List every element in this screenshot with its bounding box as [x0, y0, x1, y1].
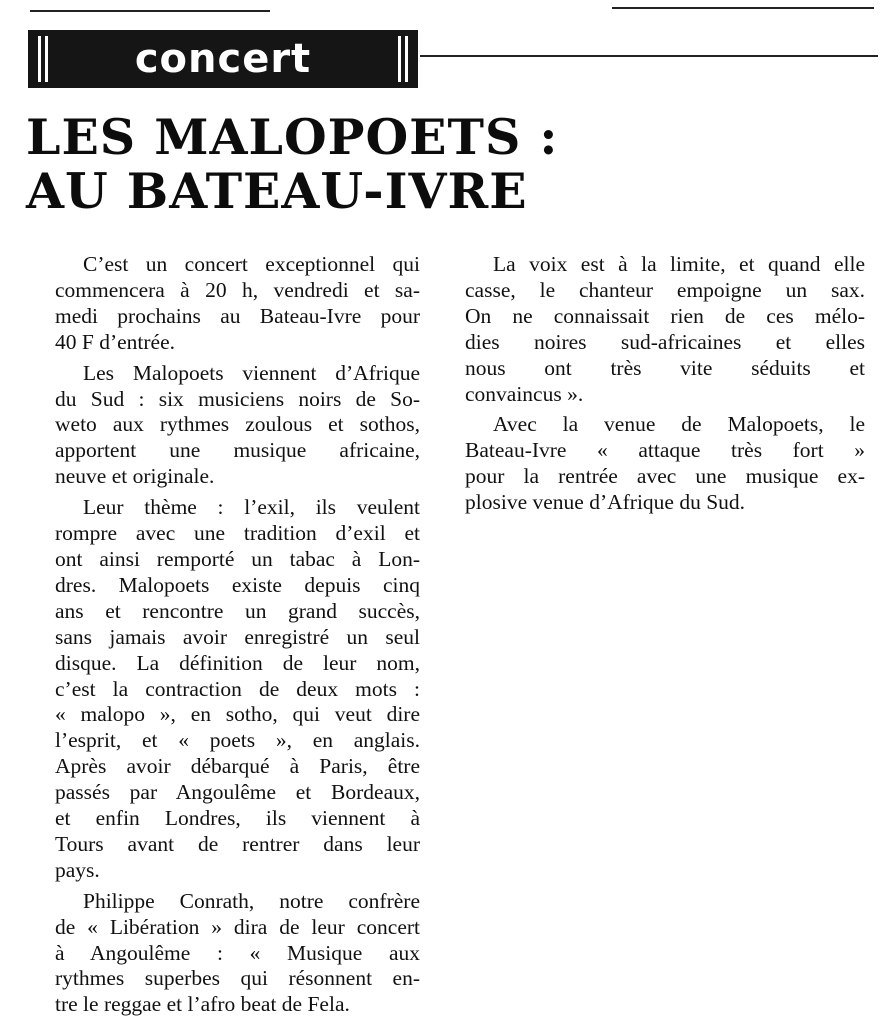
- article-paragraph: [465, 412, 865, 516]
- article-column-left: [55, 252, 420, 1023]
- article-line: nous ont très vite séduits et: [465, 355, 865, 380]
- article-paragraph: [55, 889, 420, 1019]
- article-line: Avec la venue de Malopoets, le: [493, 412, 865, 437]
- article-line: disque. La définition de leur nom,: [55, 650, 420, 675]
- article-paragraph: [55, 361, 420, 491]
- article-line: rythmes superbes qui résonnent en-: [55, 966, 420, 991]
- article-line: « malopo », en sotho, qui veut dire: [55, 702, 420, 727]
- article-line: sans jamais avoir enregistré un seul: [55, 624, 420, 649]
- article-paragraph: [465, 252, 865, 407]
- article-line: casse, le chanteur empoigne un sax.: [465, 277, 865, 302]
- article-line: du Sud : six musiciens noirs de So-: [55, 386, 420, 411]
- article-line: Bateau-Ivre « attaque très fort »: [465, 438, 865, 463]
- article-line: l’esprit, et « poets », en anglais.: [55, 728, 420, 753]
- article-line: à Angoulême : « Musique aux: [55, 940, 420, 965]
- article-column-right: [465, 252, 865, 521]
- headline: [26, 110, 866, 218]
- top-rule-left: [30, 10, 270, 12]
- article-line: ans et rencontre un grand succès,: [55, 598, 420, 623]
- article-line: Les Malopoets viennent d’Afrique: [83, 360, 420, 385]
- article-line: medi prochains au Bateau-Ivre pour: [55, 303, 420, 328]
- article-line: apportent une musique africaine,: [55, 438, 420, 463]
- article-line: dies noires sud-africaines et elles: [465, 329, 865, 354]
- article-line: Tours avant de rentrer dans leur: [55, 831, 420, 856]
- article-line: et enfin Londres, ils viennent à: [55, 806, 420, 831]
- article-line: ont ainsi remporté un tabac à Lon-: [55, 546, 420, 571]
- article-line: Leur thème : l’exil, ils veulent: [83, 495, 420, 520]
- article-line: Philippe Conrath, notre confrère: [83, 888, 420, 913]
- article-line: convaincus ».: [465, 381, 584, 406]
- article-line: commencera à 20 h, vendredi et sa-: [55, 277, 420, 302]
- article-paragraph: [55, 252, 420, 356]
- article-line: passés par Angoulême et Bordeaux,: [55, 780, 420, 805]
- article-line: dres. Malopoets existe depuis cinq: [55, 572, 420, 597]
- article-line: neuve et originale.: [55, 464, 215, 489]
- article-line: pour la rentrée avec une musique ex-: [465, 464, 865, 489]
- article-line: C’est un concert exceptionnel qui: [83, 252, 420, 276]
- article-line: de « Libération » dira de leur concert: [55, 914, 420, 939]
- section-tab: [28, 30, 418, 88]
- top-rule-right: [612, 7, 874, 9]
- article-line: pays.: [55, 857, 100, 882]
- article-line: Après avoir débarqué à Paris, être: [55, 754, 420, 779]
- headline-line-2: AU BATEAU-IVRE: [26, 162, 528, 220]
- article-paragraph: [55, 495, 420, 884]
- section-rule: [420, 55, 878, 57]
- article-line: 40 F d’entrée.: [55, 329, 176, 354]
- article-line: On ne connaissait rien de ces mélo-: [465, 303, 865, 328]
- article-line: c’est la contraction de deux mots :: [55, 676, 420, 701]
- section-label: concert: [134, 36, 312, 82]
- article-line: rompre avec une tradition d’exil et: [55, 521, 420, 546]
- article-line: La voix est à la limite, et quand elle: [493, 252, 865, 276]
- article-line: weto aux rythmes zoulous et sothos,: [55, 412, 420, 437]
- headline-line-1: LES MALOPOETS :: [26, 108, 559, 166]
- article-line: plosive venue d’Afrique du Sud.: [465, 490, 746, 515]
- article-line: tre le reggae et l’afro beat de Fela.: [55, 992, 350, 1017]
